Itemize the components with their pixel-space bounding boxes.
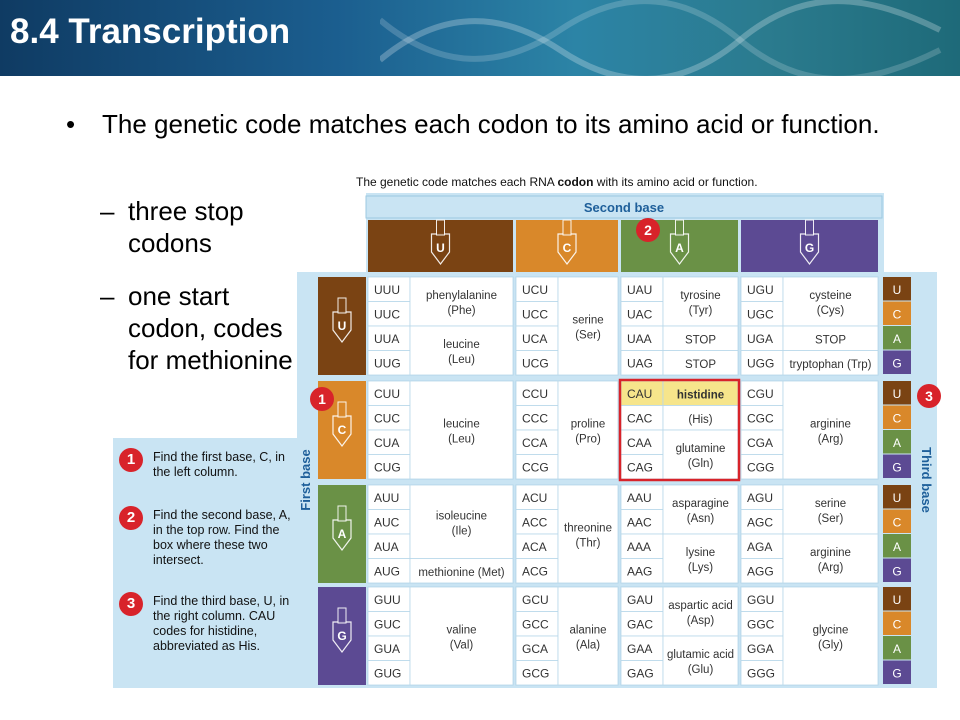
- amino-acid-label: (Cys): [816, 305, 845, 317]
- codon-text: GCG: [522, 666, 550, 681]
- second-base-A-nucleotide-icon-letter: A: [675, 241, 684, 255]
- codon-text: ACG: [522, 564, 549, 579]
- amino-acid-label: (Arg): [817, 562, 844, 574]
- third-base-A-letter: A: [892, 332, 902, 346]
- amino-acid-label: asparagine: [672, 498, 729, 510]
- codon-text: AGA: [747, 540, 773, 554]
- amino-acid-label: (Leu): [448, 433, 475, 446]
- codon-text: CUU: [374, 387, 400, 401]
- first-base-U-nucleotide-icon-letter: U: [337, 319, 347, 333]
- codon-text: GGC: [747, 617, 775, 632]
- third-base-A-letter: A: [892, 540, 902, 554]
- codon-text: GCC: [522, 617, 549, 632]
- codon-text: CGG: [747, 460, 775, 475]
- codon-text: ACU: [522, 491, 548, 505]
- amino-acid-label: (Gly): [818, 639, 843, 652]
- step-number-badge: 2: [119, 506, 143, 530]
- codon-text: GUC: [374, 617, 401, 632]
- codon-text: CCG: [522, 460, 549, 475]
- codon-text: UCC: [522, 307, 548, 322]
- amino-acid-label: (Ile): [451, 525, 472, 538]
- codon-text: GCA: [522, 642, 549, 656]
- figure-caption: [356, 175, 758, 189]
- amino-acid-label: (Ser): [817, 513, 844, 525]
- second-base-G-nucleotide-icon-stem: [806, 220, 814, 235]
- steps-panel: [113, 438, 297, 688]
- step-text: Find the first base, C, in the left column.: [153, 450, 286, 479]
- step-number-badge: 3: [119, 592, 143, 616]
- amino-acid-label: glycine: [812, 624, 849, 637]
- third-base-U-letter: U: [892, 593, 902, 607]
- amino-acid-label: (Pro): [575, 433, 601, 446]
- dash-symbol: –: [100, 281, 115, 311]
- codon-text: CGC: [747, 411, 774, 426]
- amino-acid-label: (Glu): [687, 664, 714, 676]
- dash-symbol: –: [100, 196, 115, 226]
- codon-text: UGA: [747, 332, 774, 346]
- second-base-A-nucleotide-icon-stem: [676, 220, 684, 235]
- codon-text: AAC: [627, 515, 652, 530]
- amino-acid-label: glutamic acid: [666, 649, 735, 661]
- first-base-A-nucleotide-icon-letter: A: [337, 527, 347, 541]
- codon-text: GGU: [747, 593, 775, 607]
- codon-text: AAU: [627, 491, 652, 505]
- codon-text: ACA: [522, 540, 547, 554]
- codon-text: AAG: [627, 564, 653, 579]
- codon-text: AUG: [374, 564, 401, 579]
- second-base-C-nucleotide-icon-letter: C: [562, 241, 572, 255]
- amino-acid-label: arginine: [810, 418, 851, 431]
- amino-acid-label: phenylalanine: [426, 290, 497, 302]
- codon-text: GGA: [747, 642, 774, 656]
- codon-text: UGC: [747, 307, 774, 322]
- amino-acid-label: arginine: [810, 547, 851, 559]
- codon-text: UCG: [522, 356, 549, 371]
- codon-text: GAC: [627, 617, 654, 632]
- codon-text: UUA: [374, 332, 400, 346]
- slide-header: [0, 0, 960, 76]
- amino-acid-label: (Leu): [448, 354, 475, 366]
- codon-text: CUC: [374, 411, 400, 426]
- first-base-C-nucleotide-icon-stem: [338, 402, 346, 417]
- codon-text: GUG: [374, 666, 402, 681]
- step-text: Find the second base, A, in the top row. Find the box where these two intersect.: [153, 508, 291, 567]
- main-bullet-text: The genetic code matches each codon to its amino acid or function.: [102, 109, 880, 139]
- amino-acid-label: (His): [688, 413, 713, 426]
- third-base-C-letter: C: [892, 515, 902, 530]
- codon-text: UAA: [627, 332, 652, 346]
- amino-acid-label: alanine: [569, 624, 607, 637]
- amino-acid-label: glutamine: [675, 443, 726, 455]
- third-base-U-letter: U: [892, 387, 902, 401]
- codon-text: GGG: [747, 666, 776, 681]
- third-base-G-letter: G: [892, 666, 902, 681]
- amino-acid-label: (Phe): [447, 305, 476, 317]
- caption-pre: The genetic code matches each RNA: [356, 175, 558, 189]
- codon-text: UAC: [627, 307, 653, 322]
- codon-text: ACC: [522, 515, 548, 530]
- amino-acid-label: (Gln): [687, 458, 714, 470]
- amino-acid-label: aspartic acid: [668, 600, 733, 612]
- first-base-label: First base: [298, 449, 313, 511]
- amino-acid-label: proline: [570, 418, 606, 431]
- caption-post: with its amino acid or function.: [593, 175, 758, 189]
- amino-acid-label: (Asn): [686, 513, 715, 525]
- bullet-symbol: •: [66, 109, 76, 139]
- third-base-C-letter: C: [892, 307, 902, 322]
- third-base-label: Third base: [919, 447, 934, 513]
- first-base-A-nucleotide-icon-stem: [338, 506, 346, 521]
- amino-acid-label: (Ala): [575, 639, 601, 652]
- amino-acid-label: tryptophan (Trp): [789, 358, 872, 371]
- codon-text: UAU: [627, 283, 653, 297]
- codon-text: UGG: [747, 356, 775, 371]
- slide-title: 8.4 Transcription: [10, 12, 291, 51]
- third-base-A-letter: A: [892, 642, 902, 656]
- amino-acid-label: (Val): [449, 639, 474, 652]
- codon-text: CCU: [522, 387, 548, 401]
- first-base-G-nucleotide-icon-letter: G: [337, 629, 347, 643]
- codon-text: CAG: [627, 460, 654, 475]
- third-base-G-letter: G: [892, 460, 902, 475]
- step-marker-3-label: 3: [925, 388, 933, 404]
- codon-text: CGA: [747, 436, 774, 450]
- codon-text: AGU: [747, 491, 774, 505]
- third-base-U-letter: U: [892, 491, 902, 505]
- codon-text: GUA: [374, 642, 401, 656]
- dna-helix-background-icon: [380, 0, 960, 76]
- codon-text: GAA: [627, 642, 653, 656]
- codon-text: AGG: [747, 564, 774, 579]
- amino-acid-label: STOP: [814, 334, 847, 347]
- codon-text: CAA: [627, 436, 652, 450]
- amino-acid-label: (Thr): [575, 537, 601, 550]
- second-base-G-nucleotide-icon-letter: G: [804, 241, 815, 255]
- amino-acid-label: valine: [446, 624, 477, 637]
- codon-text: AUU: [374, 491, 400, 505]
- second-base-U-nucleotide-icon-letter: U: [436, 241, 445, 255]
- third-base-C-letter: C: [892, 411, 902, 426]
- third-base-U-letter: U: [892, 283, 902, 297]
- sub-bullet-text: three stop codons: [128, 196, 244, 258]
- codon-text: CUA: [374, 436, 400, 450]
- codon-text: UUU: [374, 283, 400, 297]
- amino-acid-label: STOP: [684, 334, 717, 347]
- sub-bullet-text: one start codon, codes for methionine: [128, 281, 293, 375]
- codon-text: GAU: [627, 593, 654, 607]
- third-base-C-letter: C: [892, 617, 902, 632]
- codon-text: CAU: [627, 387, 653, 401]
- amino-acid-label: (Lys): [687, 562, 714, 574]
- step-number-badge: 1: [119, 448, 143, 472]
- codon-text: AUA: [374, 540, 399, 554]
- codon-text: GAG: [627, 666, 654, 681]
- caption-bold: codon: [557, 175, 594, 189]
- second-base-label: Second base: [583, 200, 665, 215]
- amino-acid-label: histidine: [676, 389, 725, 402]
- amino-acid-label: tyrosine: [680, 290, 721, 302]
- codon-text: CAC: [627, 411, 653, 426]
- step-text: Find the third base, U, in the right column. CAU codes for histidine, abbreviated as His.: [153, 594, 290, 653]
- first-base-C-nucleotide-icon-letter: C: [337, 423, 347, 437]
- amino-acid-label: (Arg): [817, 433, 844, 446]
- codon-text: UAG: [627, 356, 654, 371]
- codon-text: UCA: [522, 332, 548, 346]
- codon-text: CCA: [522, 436, 548, 450]
- first-base-G-nucleotide-icon-stem: [338, 608, 346, 623]
- third-base-G-letter: G: [892, 356, 902, 371]
- codon-text: CGU: [747, 387, 774, 401]
- codon-text: CCC: [522, 411, 548, 426]
- codon-text: UUC: [374, 307, 400, 322]
- step-marker-1-label: 1: [318, 391, 326, 407]
- codon-text: AAA: [627, 540, 652, 554]
- amino-acid-label: leucine: [443, 339, 480, 351]
- codon-text: UUG: [374, 356, 401, 371]
- amino-acid-label: threonine: [564, 522, 612, 535]
- third-base-A-letter: A: [892, 436, 902, 450]
- second-base-C-nucleotide-icon-stem: [563, 220, 571, 235]
- amino-acid-label: (Tyr): [688, 305, 713, 317]
- codon-text: UGU: [747, 283, 774, 297]
- amino-acid-label: cysteine: [809, 290, 852, 302]
- third-base-G-letter: G: [892, 564, 902, 579]
- amino-acid-label: serine: [814, 498, 847, 510]
- step-marker-2-label: 2: [644, 222, 652, 238]
- codon-text: CUG: [374, 460, 401, 475]
- amino-acid-label: (Ser): [575, 329, 601, 342]
- amino-acid-label: lysine: [685, 547, 716, 559]
- codon-text: AGC: [747, 515, 774, 530]
- amino-acid-label: leucine: [443, 418, 480, 431]
- amino-acid-label: isoleucine: [435, 510, 488, 523]
- amino-acid-label: STOP: [684, 358, 717, 371]
- amino-acid-label: methionine (Met): [418, 566, 505, 579]
- second-base-U-nucleotide-icon-stem: [437, 220, 445, 235]
- amino-acid-label: (Asp): [686, 615, 715, 627]
- codon-text: UCU: [522, 283, 548, 297]
- amino-acid-label: serine: [572, 314, 604, 327]
- first-base-U-nucleotide-icon-stem: [338, 298, 346, 313]
- codon-text: AUC: [374, 515, 400, 530]
- codon-text: GCU: [522, 593, 549, 607]
- codon-text: GUU: [374, 593, 401, 607]
